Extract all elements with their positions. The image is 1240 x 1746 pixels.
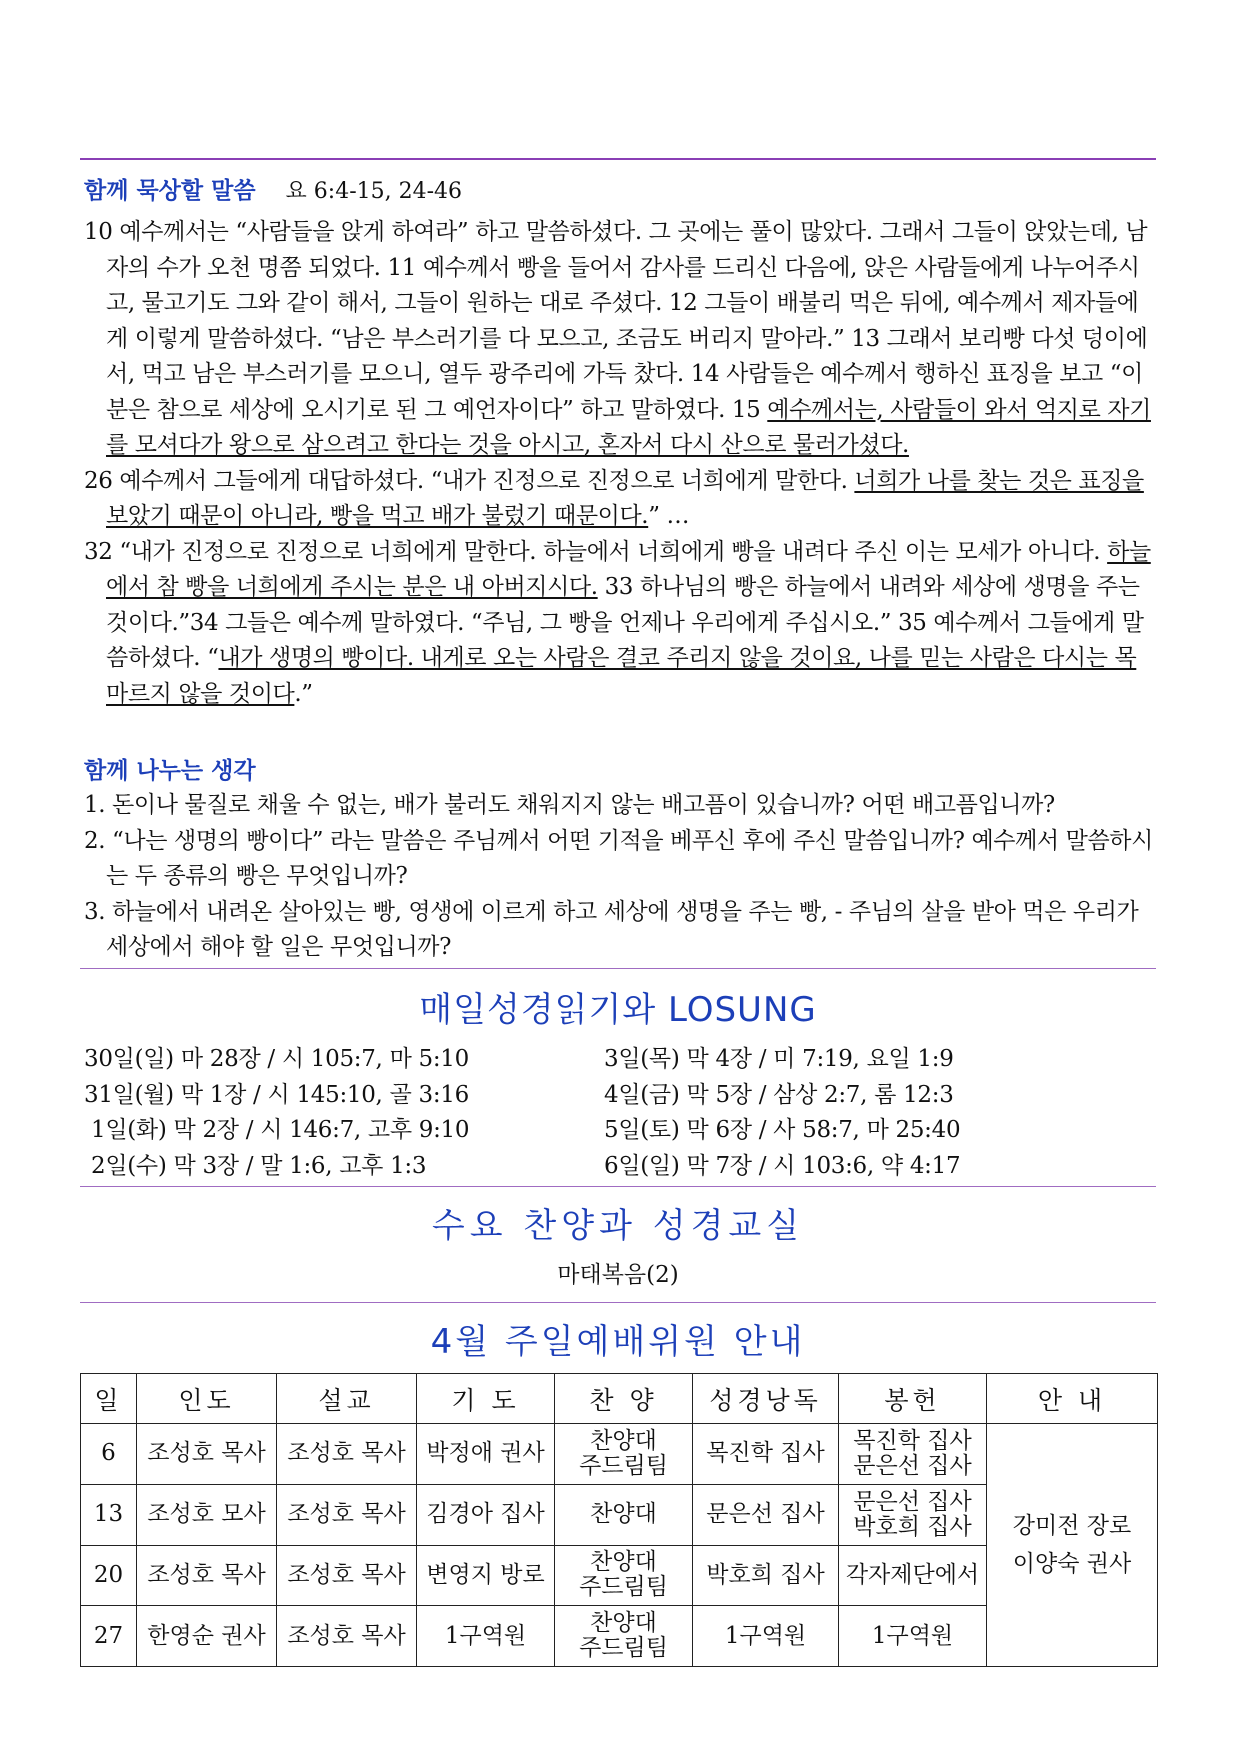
prayer-cell: 김경아 집사 (417, 1484, 555, 1545)
day-cell: 6 (81, 1424, 137, 1485)
reading-cell: 목진학 집사 (693, 1424, 839, 1485)
lead-cell: 한영순 권사 (137, 1606, 277, 1667)
column-header: 봉헌 (839, 1374, 987, 1424)
lead-cell: 조성호 목사 (137, 1424, 277, 1485)
section-divider (80, 1302, 1156, 1303)
question-item: 3. 하늘에서 내려온 살아있는 빵, 영생에 이르게 하고 세상에 생명을 주는 빵, - 주님의 살을 받아 먹은 우리가 세상에서 해야 할 일은 무엇입니까? (84, 898, 1139, 960)
praise-cell: 찬양대 주드림팀 (555, 1545, 693, 1606)
reading-item: 3일(목) 막 4장 / 미 7:19, 요일 1:9 (604, 1046, 954, 1072)
reading-item: 6일(일) 막 7장 / 시 103:6, 약 4:17 (604, 1152, 961, 1179)
guide-cell: 강미전 장로 이양숙 권사 (987, 1424, 1158, 1667)
daily-reading-list (84, 1042, 1156, 1184)
column-header: 찬 양 (555, 1374, 693, 1424)
column-header: 기 도 (417, 1374, 555, 1424)
question-item: 2. “나는 생명의 빵이다” 라는 말씀은 주님께서 어떤 기적을 베푸신 후에 주신 말씀입니까? 예수께서 말씀하시는 두 종류의 빵은 무엇입니까? (84, 827, 1153, 889)
duty-table (80, 1373, 1158, 1667)
day-cell: 13 (81, 1484, 137, 1545)
table-header-row (81, 1374, 1158, 1424)
sermon-cell: 조성호 목사 (277, 1606, 417, 1667)
top-divider (80, 158, 1156, 160)
column-header: 일 (81, 1374, 137, 1424)
daily-reading-title: 매일성경읽기와 LOSUNG (419, 990, 817, 1030)
sermon-cell: 조성호 목사 (277, 1424, 417, 1485)
lead-cell: 조성호 목사 (137, 1545, 277, 1606)
column-header: 설교 (277, 1374, 417, 1424)
underlined-text: 너희가 나를 찾는 것은 표징을 보았기 때문이 아니라, 빵을 먹고 배가 불렀기 때문이다. (106, 467, 1144, 529)
column-header: 안 내 (987, 1374, 1158, 1424)
day-cell: 20 (81, 1545, 137, 1606)
offering-cell: 각자제단에서 (839, 1545, 987, 1606)
scripture-passage (84, 215, 1156, 712)
duty-title: 4월 주일예배위원 안내 (430, 1322, 806, 1362)
section-divider (80, 968, 1156, 969)
scripture-reference: 요 6:4-15, 24-46 (285, 179, 463, 204)
scripture-paragraph-3: 32 “내가 진정으로 진정으로 너희에게 말한다. 하늘에서 너희에게 빵을 내려다 주신 이는 모세가 아니다. 하늘에서 참 빵을 너희에게 주시는 분은 내 아버지시다. 33 하나님의 빵은 하늘에서 내려와 세상에 생명을 주는 것이다.”34 그들은 예수께 말하였다. “주님, 그 빵을 언제나 우리에게 주십시오.” 35 예수께서 그들에게 말씀하셨다. “내가 생명의 빵이다. 내게로 오는 사람은 결코 주리지 않을 것이요, 나를 믿는 사람은 다시는 목마르지 않을 것이다.” (84, 538, 1151, 707)
table-row (81, 1424, 1158, 1485)
prayer-cell: 변영지 방로 (417, 1545, 555, 1606)
praise-cell: 찬양대 주드림팀 (555, 1606, 693, 1667)
question-item: 1. 돈이나 물질로 채울 수 없는, 배가 불러도 채워지지 않는 배고픔이 있습니까? 어떤 배고픔입니까? (84, 792, 1055, 818)
praise-cell: 찬양대 주드림팀 (555, 1424, 693, 1485)
underlined-text: 내가 생명의 빵이다. 내게로 오는 사람은 결코 주리지 않을 것이요, 나를 믿는 사람은 다시는 목마르지 않을 것이다 (106, 645, 1137, 707)
reading-item: 1일(화) 막 2장 / 시 146:7, 고후 9:10 (84, 1117, 470, 1143)
reading-item: 30일(일) 마 28장 / 시 105:7, 마 5:10 (84, 1046, 469, 1072)
section-divider (80, 1186, 1156, 1187)
reading-cell: 박호희 집사 (693, 1545, 839, 1606)
offering-cell: 1구역원 (839, 1606, 987, 1667)
sermon-cell: 조성호 목사 (277, 1484, 417, 1545)
sharing-questions (84, 788, 1156, 966)
wednesday-title: 수요 찬양과 성경교실 (431, 1206, 805, 1246)
reading-item: 4일(금) 막 5장 / 삼상 2:7, 롬 12:3 (604, 1081, 954, 1108)
sharing-heading: 함께 나누는 생각 (84, 758, 256, 784)
lead-cell: 조성호 모사 (137, 1484, 277, 1545)
reading-item: 5일(토) 막 6장 / 사 58:7, 마 25:40 (604, 1117, 961, 1143)
reading-item: 31일(월) 막 1장 / 시 145:10, 골 3:16 (84, 1081, 469, 1108)
meditation-heading (84, 172, 462, 205)
meditation-heading-label: 함께 묵상할 말씀 (84, 178, 256, 204)
reading-item: 2일(수) 막 3장 / 말 1:6, 고후 1:3 (84, 1152, 427, 1179)
sermon-cell: 조성호 목사 (277, 1545, 417, 1606)
prayer-cell: 1구역원 (417, 1606, 555, 1667)
column-header: 성경낭독 (693, 1374, 839, 1424)
offering-cell: 목진학 집사 문은선 집사 (839, 1424, 987, 1485)
reading-cell: 1구역원 (693, 1606, 839, 1667)
underlined-text: 하늘에서 참 빵을 너희에게 주시는 분은 내 아버지시다. (106, 538, 1151, 600)
wednesday-subtitle: 마태복음(2) (557, 1262, 679, 1288)
offering-cell: 문은선 집사 박호희 집사 (839, 1484, 987, 1545)
underlined-text: 예수께서는, 사람들이 와서 억지로 자기를 모셔다가 왕으로 삼으려고 한다는 것을 아시고, 혼자서 다시 산으로 물러가셨다. (106, 396, 1151, 458)
scripture-paragraph-2: 26 예수께서 그들에게 대답하셨다. “내가 진정으로 진정으로 너희에게 말한다. 너희가 나를 찾는 것은 표징을 보았기 때문이 아니라, 빵을 먹고 배가 불렀기 때문이다.” … (84, 467, 1144, 529)
prayer-cell: 박정애 권사 (417, 1424, 555, 1485)
scripture-paragraph-1: 10 예수께서는 “사람들을 앉게 하여라” 하고 말씀하셨다. 그 곳에는 풀이 많았다. 그래서 그들이 앉았는데, 남자의 수가 오천 명쯤 되었다. 11 예수께서 빵을 들어서 감사를 드리신 다음에, 앉은 사람들에게 나누어주시고, 물고기도 그와 같이 해서, 그들이 원하는 대로 주셨다. 12 그들이 배불리 먹은 뒤에, 예수께서 제자들에게 이렇게 말씀하셨다. “남은 부스러기를 다 모으고, 조금도 버리지 말아라.” 13 그래서 보리빵 다섯 덩이에서, 먹고 남은 부스러기를 모으니, 열두 광주리에 가득 찼다. 14 사람들은 예수께서 행하신 표징을 보고 “이분은 참으로 세상에 오시기로 된 그 예언자이다” 하고 말하였다. 15 예수께서는, 사람들이 와서 억지로 자기를 모셔다가 왕으로 삼으려고 한다는 것을 아시고, 혼자서 다시 산으로 물러가셨다. (84, 219, 1151, 458)
reading-cell: 문은선 집사 (693, 1484, 839, 1545)
praise-cell: 찬양대 (555, 1484, 693, 1545)
column-header: 인도 (137, 1374, 277, 1424)
day-cell: 27 (81, 1606, 137, 1667)
